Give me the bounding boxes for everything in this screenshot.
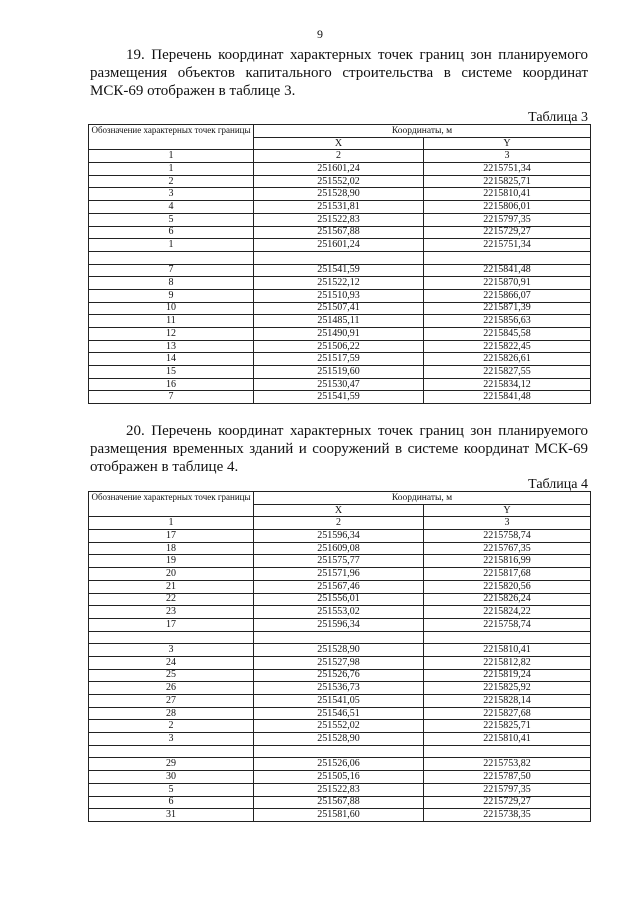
x-coord-cell xyxy=(254,631,424,644)
y-coord-cell: 2215824,22 xyxy=(424,606,591,619)
table-row xyxy=(89,366,591,379)
table-row xyxy=(89,555,591,568)
x-coord-cell: 251526,76 xyxy=(254,669,424,682)
x-coord-cell: 251567,88 xyxy=(254,226,424,239)
table-row xyxy=(89,606,591,619)
table-row xyxy=(89,745,591,758)
x-coord-cell: 251575,77 xyxy=(254,555,424,568)
x-coord-cell: 251609,08 xyxy=(254,542,424,555)
x-coord-cell: 251517,59 xyxy=(254,353,424,366)
table-row xyxy=(89,226,591,239)
y-coord-cell: 2215841,48 xyxy=(424,391,591,404)
x-coord-cell: 251581,60 xyxy=(254,809,424,822)
table-row xyxy=(89,302,591,315)
y-coord-cell: 2215845,58 xyxy=(424,328,591,341)
y-coord-cell: 2215825,92 xyxy=(424,682,591,695)
y-coord-cell xyxy=(424,251,591,264)
table-row xyxy=(89,593,591,606)
y-coord-cell xyxy=(424,631,591,644)
table-row xyxy=(89,783,591,796)
y-coord-cell xyxy=(424,745,591,758)
y-coord-cell: 2215826,61 xyxy=(424,353,591,366)
y-coord-cell: 2215825,71 xyxy=(424,720,591,733)
y-coord-cell: 2215812,82 xyxy=(424,656,591,669)
table-row xyxy=(89,175,591,188)
table-row xyxy=(89,391,591,404)
y-coord-cell: 2215827,55 xyxy=(424,366,591,379)
x-coord-cell: 251541,05 xyxy=(254,695,424,708)
table-row xyxy=(89,353,591,366)
y-coord-cell: 2215729,27 xyxy=(424,226,591,239)
header-x-cell: X xyxy=(254,504,424,517)
y-coord-cell: 2215738,35 xyxy=(424,809,591,822)
x-coord-cell: 251553,02 xyxy=(254,606,424,619)
point-id-cell: 1 xyxy=(89,239,254,252)
point-id-cell: 16 xyxy=(89,378,254,391)
point-id-cell: 3 xyxy=(89,188,254,201)
y-coord-cell: 2215797,35 xyxy=(424,783,591,796)
table-3-caption: Таблица 3 xyxy=(528,110,588,125)
point-id-cell: 30 xyxy=(89,771,254,784)
table-row xyxy=(89,695,591,708)
x-coord-cell: 251601,24 xyxy=(254,239,424,252)
point-id-cell: 1 xyxy=(89,163,254,176)
point-id-cell: 7 xyxy=(89,391,254,404)
x-coord-cell: 251556,01 xyxy=(254,593,424,606)
table-row xyxy=(89,378,591,391)
point-id-cell: 17 xyxy=(89,618,254,631)
x-coord-cell: 251567,88 xyxy=(254,796,424,809)
point-id-cell: 8 xyxy=(89,277,254,290)
table-row xyxy=(89,631,591,644)
x-coord-cell: 251552,02 xyxy=(254,175,424,188)
point-id-cell: 5 xyxy=(89,213,254,226)
point-id-cell: 25 xyxy=(89,669,254,682)
x-coord-cell: 251541,59 xyxy=(254,391,424,404)
x-coord-cell: 251490,91 xyxy=(254,328,424,341)
col-num-cell: 3 xyxy=(424,150,591,163)
y-coord-cell: 2215871,39 xyxy=(424,302,591,315)
x-coord-cell: 251528,90 xyxy=(254,644,424,657)
header-y-cell: Y xyxy=(424,137,591,150)
y-coord-cell: 2215810,41 xyxy=(424,188,591,201)
header-points-cell: Обозначение характерных точек границы xyxy=(89,492,254,517)
y-coord-cell: 2215820,56 xyxy=(424,580,591,593)
x-coord-cell: 251552,02 xyxy=(254,720,424,733)
y-coord-cell: 2215817,68 xyxy=(424,568,591,581)
header-points-cell: Обозначение характерных точек границы xyxy=(89,125,254,150)
x-coord-cell: 251596,34 xyxy=(254,618,424,631)
point-id-cell: 4 xyxy=(89,201,254,214)
point-id-cell: 13 xyxy=(89,340,254,353)
table-3 xyxy=(88,124,591,404)
y-coord-cell: 2215787,50 xyxy=(424,771,591,784)
table-row xyxy=(89,289,591,302)
table-row xyxy=(89,580,591,593)
table-row xyxy=(89,758,591,771)
table-row xyxy=(89,201,591,214)
x-coord-cell: 251546,51 xyxy=(254,707,424,720)
x-coord-cell: 251526,06 xyxy=(254,758,424,771)
y-coord-cell: 2215767,35 xyxy=(424,542,591,555)
x-coord-cell: 251522,12 xyxy=(254,277,424,290)
table-4-caption: Таблица 4 xyxy=(528,477,588,492)
table-row xyxy=(89,277,591,290)
table-row xyxy=(89,656,591,669)
table-row xyxy=(89,239,591,252)
x-coord-cell: 251528,90 xyxy=(254,188,424,201)
col-num-cell: 3 xyxy=(424,517,591,530)
x-coord-cell: 251527,98 xyxy=(254,656,424,669)
y-coord-cell: 2215816,99 xyxy=(424,555,591,568)
x-coord-cell: 251528,90 xyxy=(254,733,424,746)
table-row xyxy=(89,720,591,733)
col-num-cell: 2 xyxy=(254,517,424,530)
point-id-cell: 12 xyxy=(89,328,254,341)
x-coord-cell xyxy=(254,251,424,264)
point-id-cell: 7 xyxy=(89,264,254,277)
y-coord-cell: 2215826,24 xyxy=(424,593,591,606)
table-row xyxy=(89,809,591,822)
table-row xyxy=(89,188,591,201)
point-id-cell: 26 xyxy=(89,682,254,695)
point-id-cell: 14 xyxy=(89,353,254,366)
x-coord-cell: 251505,16 xyxy=(254,771,424,784)
table-row xyxy=(89,315,591,328)
x-coord-cell: 251510,93 xyxy=(254,289,424,302)
x-coord-cell: 251531,81 xyxy=(254,201,424,214)
point-id-cell: 2 xyxy=(89,175,254,188)
table-row xyxy=(89,328,591,341)
point-id-cell: 11 xyxy=(89,315,254,328)
y-coord-cell: 2215758,74 xyxy=(424,618,591,631)
table-row xyxy=(89,264,591,277)
table-row xyxy=(89,733,591,746)
y-coord-cell: 2215841,48 xyxy=(424,264,591,277)
y-coord-cell: 2215827,68 xyxy=(424,707,591,720)
point-id-cell: 22 xyxy=(89,593,254,606)
x-coord-cell: 251601,24 xyxy=(254,163,424,176)
point-id-cell xyxy=(89,745,254,758)
x-coord-cell: 251506,22 xyxy=(254,340,424,353)
point-id-cell: 6 xyxy=(89,796,254,809)
y-coord-cell: 2215834,12 xyxy=(424,378,591,391)
y-coord-cell: 2215729,27 xyxy=(424,796,591,809)
point-id-cell: 24 xyxy=(89,656,254,669)
x-coord-cell: 251507,41 xyxy=(254,302,424,315)
x-coord-cell: 251571,96 xyxy=(254,568,424,581)
table-row xyxy=(89,669,591,682)
point-id-cell: 21 xyxy=(89,580,254,593)
y-coord-cell: 2215810,41 xyxy=(424,644,591,657)
y-coord-cell: 2215758,74 xyxy=(424,530,591,543)
y-coord-cell: 2215753,82 xyxy=(424,758,591,771)
y-coord-cell: 2215822,45 xyxy=(424,340,591,353)
x-coord-cell: 251519,60 xyxy=(254,366,424,379)
point-id-cell: 29 xyxy=(89,758,254,771)
table-row xyxy=(89,163,591,176)
x-coord-cell: 251530,47 xyxy=(254,378,424,391)
table-row xyxy=(89,340,591,353)
section-19-paragraph: 19. Перечень координат характерных точек границ зон планируемого размещения объектов капитального строительства в системе координат МСК-69 отображен в таблице 3. xyxy=(90,47,588,99)
point-id-cell xyxy=(89,631,254,644)
point-id-cell: 5 xyxy=(89,783,254,796)
col-num-cell: 1 xyxy=(89,517,254,530)
point-id-cell: 20 xyxy=(89,568,254,581)
point-id-cell: 19 xyxy=(89,555,254,568)
x-coord-cell: 251485,11 xyxy=(254,315,424,328)
y-coord-cell: 2215828,14 xyxy=(424,695,591,708)
header-coords-cell: Координаты, м xyxy=(254,492,591,505)
y-coord-cell: 2215870,91 xyxy=(424,277,591,290)
y-coord-cell: 2215819,24 xyxy=(424,669,591,682)
x-coord-cell: 251596,34 xyxy=(254,530,424,543)
y-coord-cell: 2215751,34 xyxy=(424,163,591,176)
y-coord-cell: 2215866,07 xyxy=(424,289,591,302)
table-row xyxy=(89,251,591,264)
table-row xyxy=(89,771,591,784)
x-coord-cell: 251522,83 xyxy=(254,213,424,226)
header-x-cell: X xyxy=(254,137,424,150)
table-row xyxy=(89,568,591,581)
table-row xyxy=(89,796,591,809)
point-id-cell: 23 xyxy=(89,606,254,619)
table-row xyxy=(89,618,591,631)
y-coord-cell: 2215856,63 xyxy=(424,315,591,328)
y-coord-cell: 2215825,71 xyxy=(424,175,591,188)
x-coord-cell xyxy=(254,745,424,758)
point-id-cell: 28 xyxy=(89,707,254,720)
point-id-cell: 2 xyxy=(89,720,254,733)
table-4 xyxy=(88,491,591,822)
table-row xyxy=(89,213,591,226)
point-id-cell: 3 xyxy=(89,644,254,657)
table-row xyxy=(89,682,591,695)
col-num-cell: 2 xyxy=(254,150,424,163)
point-id-cell: 9 xyxy=(89,289,254,302)
point-id-cell xyxy=(89,251,254,264)
y-coord-cell: 2215751,34 xyxy=(424,239,591,252)
table-row xyxy=(89,542,591,555)
section-20-paragraph: 20. Перечень координат характерных точек границ зон планируемого размещения временных зданий и сооружений в системе координат МСК-69 отображен в таблице 4. xyxy=(90,423,588,475)
point-id-cell: 18 xyxy=(89,542,254,555)
table-row xyxy=(89,644,591,657)
y-coord-cell: 2215797,35 xyxy=(424,213,591,226)
table-row xyxy=(89,530,591,543)
point-id-cell: 6 xyxy=(89,226,254,239)
x-coord-cell: 251541,59 xyxy=(254,264,424,277)
page-number: 9 xyxy=(317,27,323,41)
point-id-cell: 3 xyxy=(89,733,254,746)
y-coord-cell: 2215806,01 xyxy=(424,201,591,214)
point-id-cell: 27 xyxy=(89,695,254,708)
y-coord-cell: 2215810,41 xyxy=(424,733,591,746)
point-id-cell: 10 xyxy=(89,302,254,315)
header-y-cell: Y xyxy=(424,504,591,517)
point-id-cell: 17 xyxy=(89,530,254,543)
table-row xyxy=(89,707,591,720)
point-id-cell: 31 xyxy=(89,809,254,822)
header-coords-cell: Координаты, м xyxy=(254,125,591,138)
x-coord-cell: 251567,46 xyxy=(254,580,424,593)
x-coord-cell: 251522,83 xyxy=(254,783,424,796)
point-id-cell: 15 xyxy=(89,366,254,379)
col-num-cell: 1 xyxy=(89,150,254,163)
x-coord-cell: 251536,73 xyxy=(254,682,424,695)
